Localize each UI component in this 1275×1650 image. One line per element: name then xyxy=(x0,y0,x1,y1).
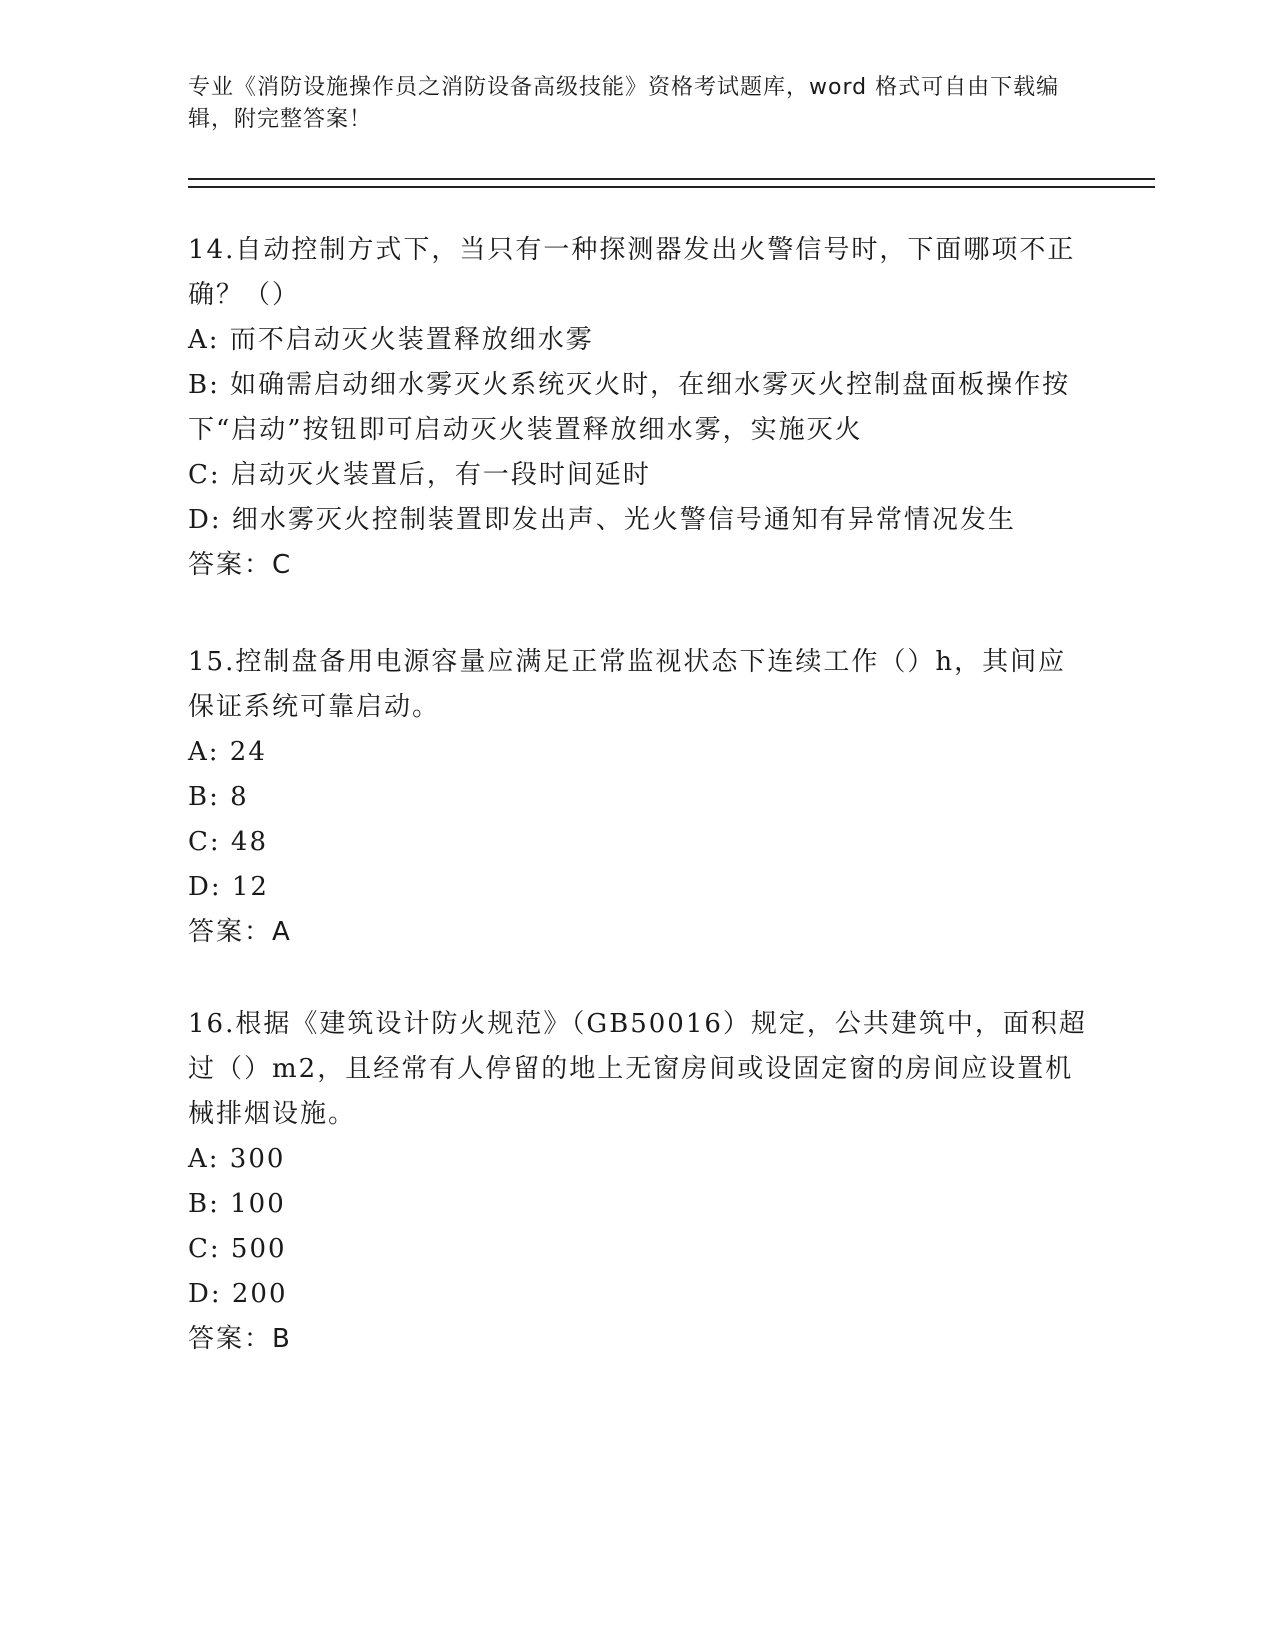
option-a: A: 300 xyxy=(188,1144,286,1174)
answer-label: 答案：B xyxy=(188,1324,292,1354)
option-c: C: 启动灭火装置后，有一段时间延时 xyxy=(188,460,651,490)
question-stem: 15.控制盘备用电源容量应满足正常监视状态下连续工作（）h，其间应保证系统可靠启动。 xyxy=(188,647,1067,722)
option-a: A: 而不启动灭火装置释放细水雾 xyxy=(188,325,594,355)
option-d: D: 12 xyxy=(188,872,269,902)
option-b: B: 100 xyxy=(188,1189,286,1219)
answer-label: 答案：C xyxy=(188,550,293,580)
question-15 xyxy=(188,640,1088,955)
document-header: 专业《消防设施操作员之消防设备高级技能》资格考试题库，word 格式可自由下载编辑，附完整答案！ xyxy=(188,75,1060,132)
option-b: B: 如确需启动细水雾灭火系统灭火时，在细水雾灭火控制盘面板操作按下“启动”按钮即可启动灭火装置释放细水雾，实施灭火 xyxy=(188,370,1071,445)
header-divider xyxy=(188,178,1155,188)
option-c: C: 48 xyxy=(188,827,269,857)
option-a: A: 24 xyxy=(188,737,267,767)
question-14 xyxy=(188,228,1088,588)
option-d: D: 200 xyxy=(188,1279,288,1309)
answer-label: 答案：A xyxy=(188,917,292,947)
option-b: B: 8 xyxy=(188,782,249,812)
option-c: C: 500 xyxy=(188,1234,287,1264)
question-stem: 14.自动控制方式下，当只有一种探测器发出火警信号时，下面哪项不正确？（） xyxy=(188,235,1076,310)
option-d: D: 细水雾灭火控制装置即发出声、光火警信号通知有异常情况发生 xyxy=(188,505,1016,535)
question-stem: 16.根据《建筑设计防火规范》（GB50016）规定，公共建筑中，面积超过（）m2，且经常有人停留的地上无窗房间或设固定窗的房间应设置机械排烟设施。 xyxy=(188,1009,1087,1129)
question-16 xyxy=(188,1002,1088,1362)
